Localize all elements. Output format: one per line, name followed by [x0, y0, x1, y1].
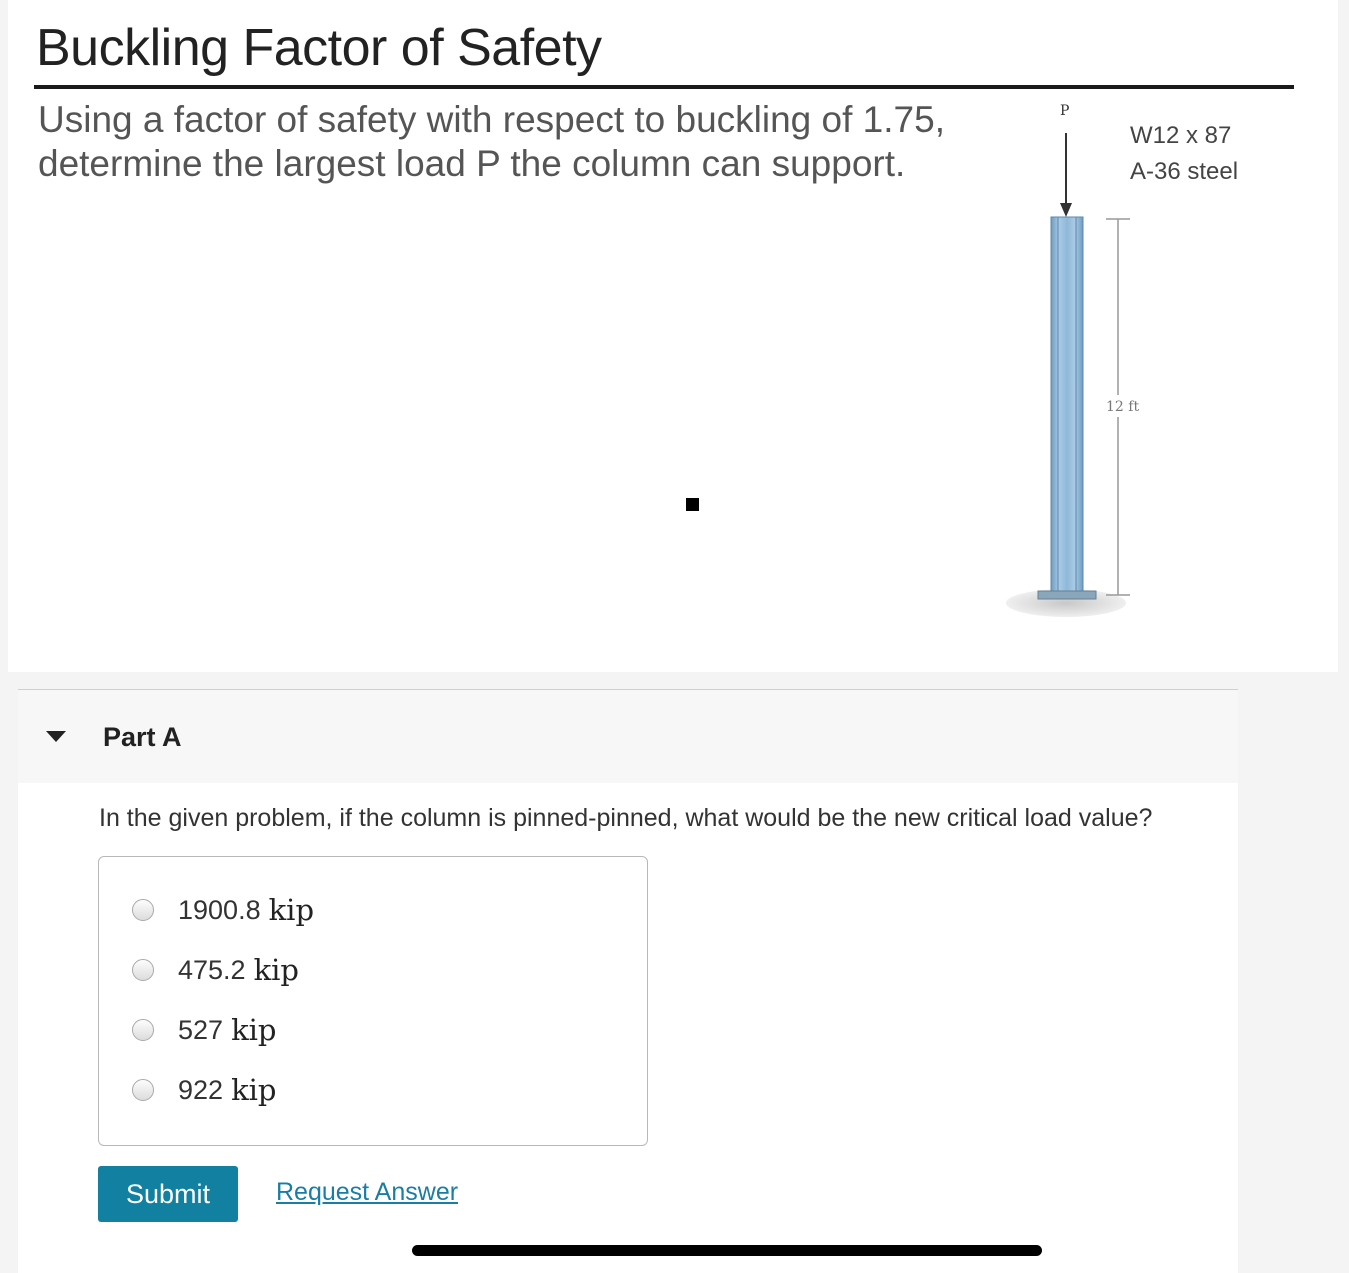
- problem-panel: [8, 0, 1338, 672]
- column: [1051, 217, 1083, 595]
- choice-value: 922: [178, 1074, 224, 1105]
- load-arrowhead: [1060, 203, 1072, 217]
- part-title: Part A: [103, 722, 182, 752]
- load-label: P: [1060, 103, 1070, 119]
- radio-button[interactable]: [132, 959, 154, 981]
- stray-mark: [686, 498, 699, 511]
- title-divider: [34, 85, 1294, 89]
- base-plate: [1038, 591, 1096, 599]
- part-a-section: [18, 689, 1238, 1273]
- length-label: 12 ft: [1106, 399, 1140, 415]
- home-indicator[interactable]: [412, 1245, 1042, 1256]
- choice-value: 475.2: [178, 954, 246, 985]
- choice-unit: kip: [253, 953, 299, 987]
- choice-value: 1900.8: [178, 894, 261, 925]
- material-label: A-36 steel: [1130, 158, 1239, 185]
- answer-choices: [98, 856, 648, 1146]
- problem-title: Buckling Factor of Safety: [36, 19, 602, 77]
- collapse-caret-icon[interactable]: [46, 731, 66, 742]
- choice-option[interactable]: [132, 1010, 276, 1050]
- choice-unit: kip: [268, 893, 315, 927]
- radio-button[interactable]: [132, 1019, 154, 1041]
- part-a-header[interactable]: [18, 690, 1238, 783]
- choice-unit: kip: [231, 1013, 277, 1047]
- radio-button[interactable]: [132, 1079, 154, 1101]
- column-figure: [988, 95, 1288, 635]
- radio-button[interactable]: [132, 899, 154, 921]
- choice-option[interactable]: [132, 890, 314, 930]
- submit-button[interactable]: Submit: [98, 1166, 238, 1222]
- question-text: In the given problem, if the column is pinned-pinned, what would be the new critical load value?: [99, 804, 1153, 832]
- section-label: W12 x 87: [1130, 122, 1232, 149]
- choice-value: 527: [178, 1014, 224, 1045]
- request-answer-link[interactable]: Request Answer: [276, 1178, 459, 1206]
- choice-option[interactable]: [132, 950, 299, 990]
- choice-option[interactable]: [132, 1070, 276, 1110]
- choice-unit: kip: [231, 1073, 277, 1107]
- problem-statement: Using a factor of safety with respect to buckling of 1.75, determine the largest load P the column can support.: [38, 99, 945, 184]
